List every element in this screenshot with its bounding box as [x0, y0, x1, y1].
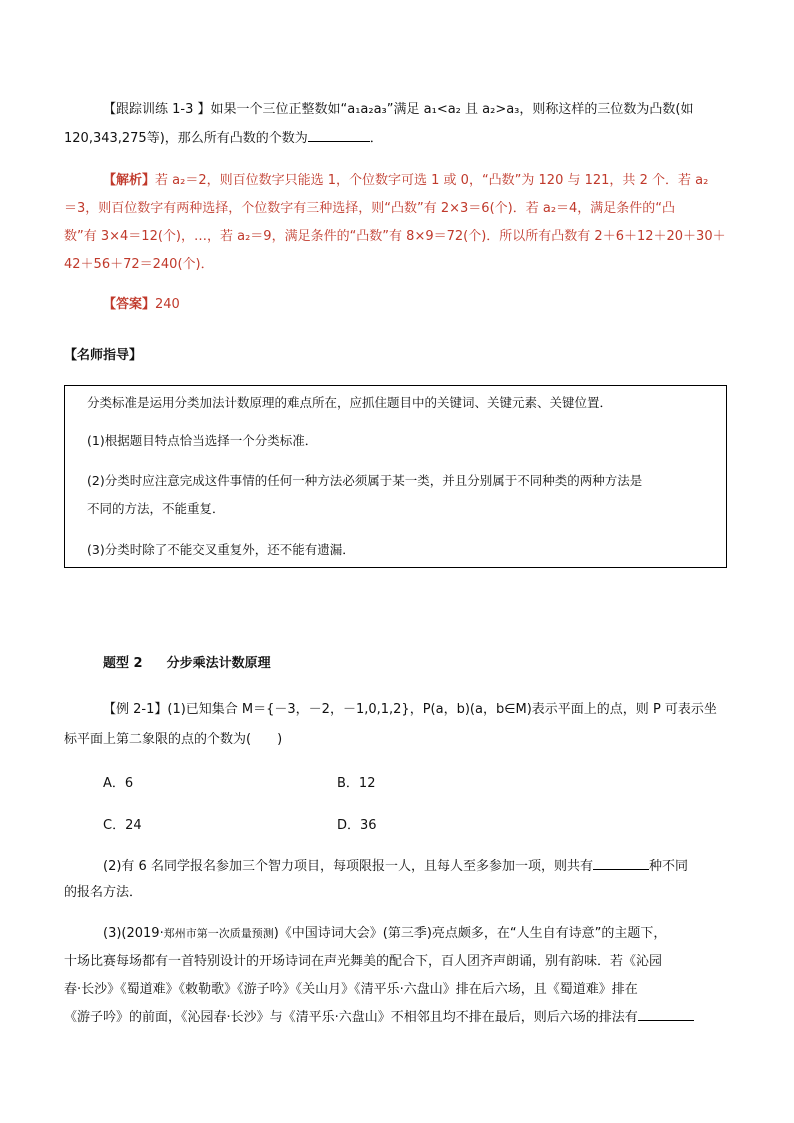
example-q1-text-1: (1)已知集合 M＝{－3，－2，－1,0,1,2}，P(a，b)(a，b∈M)表示平面上的点，则 P 可表示坐: [167, 702, 717, 717]
teacher-line: (1)根据题目特点恰当选择一个分类标准．: [87, 433, 318, 448]
example-q3-text-1b: )《中国诗词大会》(第三季)亮点颇多，在“人生自有诗意”的主题下，: [273, 926, 667, 941]
teacher-title: 【名师指导】: [64, 348, 143, 363]
analysis-text-1: 若 a₂＝2，则百位数字只能选 1，个位数字可选 1 或 0，“凸数”为 120 与 121，共 2 个．若 a₂: [155, 173, 709, 188]
example-q3-line-4: [64, 1005, 694, 1031]
example-q3-line-1: [103, 921, 666, 947]
example-q2-line-2: 的报名方法．: [64, 885, 143, 900]
example-q1-line-2: 标平面上第二象限的点的个数为( ): [64, 732, 283, 747]
tracking-line-2: [64, 126, 383, 152]
tracking-line-1: [103, 97, 693, 123]
example-q1-line-1: [103, 697, 717, 723]
tracking-text-2: 120,343,275等)，那么所有凸数的个数为: [64, 131, 308, 146]
example-q3-text-1a: (3)(2019·: [103, 926, 164, 941]
section-title: 分步乘法计数原理: [166, 656, 271, 671]
example-q2-text-1-end: 种不同: [648, 859, 688, 874]
teacher-line: (3)分类时除了不能交叉重复外，还不能有遗漏．: [87, 542, 355, 557]
tracking-text-1: 如果一个三位正整数如“a₁a₂a₃”满足 a₁<a₂ 且 a₂>a₃，则称这样的三位数为凸数(如: [210, 102, 694, 117]
analysis-line-2: ＝3，则百位数字有两种选择，个位数字有三种选择，则“凸数”有 2×3＝6(个)．若 a₂＝4，满足条件的“凸: [64, 201, 676, 216]
example-q3-source: 郑州市第一次质量预测: [163, 927, 274, 940]
answer-tag: 【答案】: [103, 297, 156, 312]
tracking-text-2-end: ．: [369, 131, 383, 146]
tracking-tag: 【跟踪训练 1-3 】: [103, 102, 211, 117]
example-tag: 【例 2-1】: [103, 702, 168, 717]
answer-line: [103, 292, 180, 318]
analysis-line-1: [103, 168, 708, 194]
example-q3-line-2: 十场比赛每场都有一首特别设计的开场诗词在声光舞美的配合下，百人团齐声朗诵，别有韵味．若《沁园: [64, 954, 663, 969]
teacher-line: 不同的方法，不能重复．: [87, 501, 225, 516]
analysis-line-4: 42＋56＋72＝240(个)．: [64, 257, 214, 272]
q3-blank: [638, 1006, 694, 1021]
q2-blank: [593, 855, 649, 870]
option-d: D．36: [337, 818, 377, 833]
answer-blank: [308, 127, 370, 142]
analysis-tag: 【解析】: [103, 173, 156, 188]
option-c: C．24: [103, 818, 142, 833]
option-b: B．12: [337, 776, 376, 791]
teacher-box: [64, 385, 727, 568]
example-q3-line-3: 春·长沙》《蜀道难》《敕勒歌》《游子吟》《关山月》《清平乐·六盘山》排在后六场，且《蜀道难》排在: [64, 982, 638, 997]
teacher-line: (2)分类时应注意完成这件事情的任何一种方法必须属于某一类，并且分别属于不同种类的两种方法是: [87, 473, 643, 488]
option-a: A．6: [103, 776, 134, 791]
teacher-line: 分类标准是运用分类加法计数原理的难点所在，应抓住题目中的关键词、关键元素、关键位置．: [87, 395, 613, 410]
example-q2-text-1: (2)有 6 名同学报名参加三个智力项目，每项限报一人，且每人至多参加一项，则共有: [103, 859, 593, 874]
example-q3-text-4: 《游子吟》的前面，《沁园春·长沙》与《清平乐·六盘山》不相邻且均不排在最后，则后六场的排法有: [64, 1010, 638, 1025]
analysis-line-3: 数”有 3×4＝12(个)，…，若 a₂＝9，满足条件的“凸数”有 8×9＝72(个)．所以所有凸数有 2＋6＋12＋20＋30＋: [64, 229, 726, 244]
section-label: 题型 2: [103, 656, 143, 671]
section-heading: [103, 652, 295, 671]
example-q2-line-1: [103, 854, 688, 880]
answer-value: 240: [155, 297, 180, 312]
